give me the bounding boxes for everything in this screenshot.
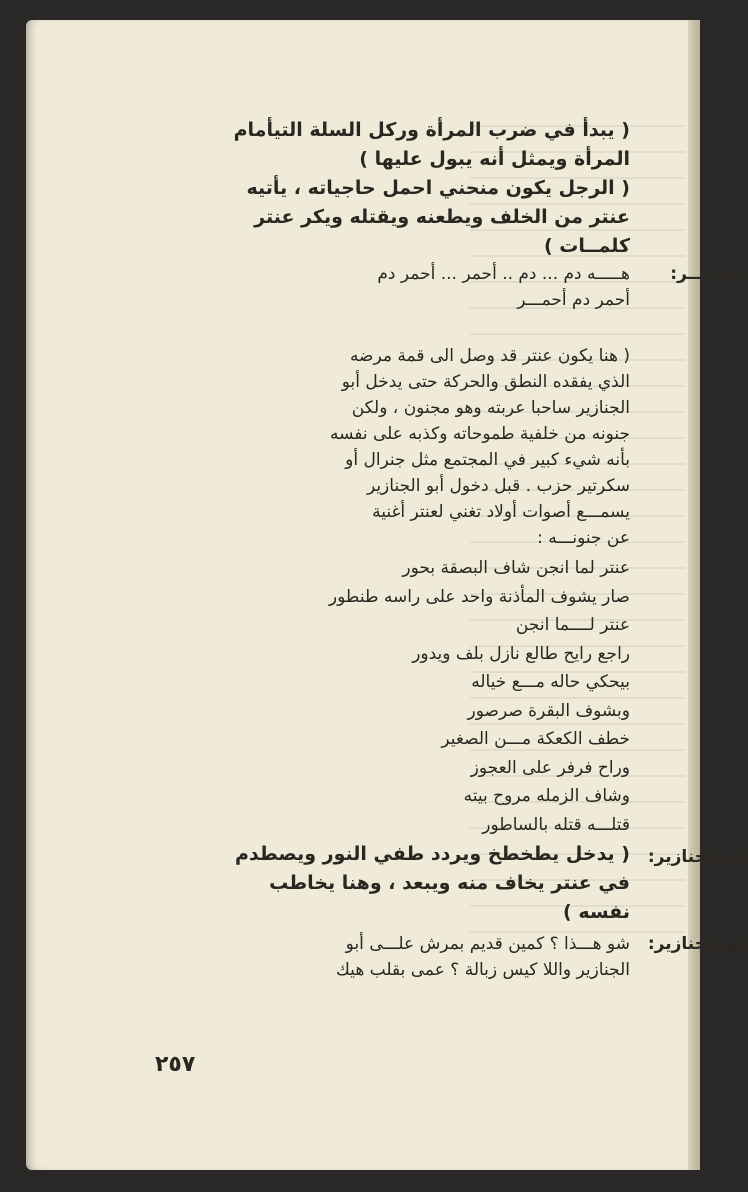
page-number: ٢٥٧ [155,1052,196,1077]
antar-dialogue: عنتــــــر: هـــــه دم ... دم .. أحمر ... أحمر دم أحمر دم أحمـــر [150,261,630,313]
stage-direction-2: ( الرجل يكون منحني احمل حاجياته ، يأتيه عنتر من الخلف ويطعنه ويقتله ويكر عنتر كلمــات ) [246,177,630,257]
speaker-abu-1: أبو الجنازير: [647,847,748,867]
abu-dialogue: أبو الجنازير: شو هـــذا ؟ كمين قديم بمرش علـــى أبو الجنازير واللا كيس زبالة ؟ عمى بقلب هيك [150,931,630,983]
stage-direction-1: ( يبدأ في ضرب المرأة وركل السلة التيأمام المرأة ويمثل أنه يبول عليها ) [233,119,630,170]
speaker-antar: عنتــــــر: [670,264,748,284]
speaker-abu-2: أبو الجنازير: [647,934,748,954]
abu-direction: أبو الجنازير: ( يدخل يطخطخ ويردد طفي النور ويصطدم في عنتر يخاف منه ويبعد ، وهنا يخاطب نفسه ) [234,843,748,923]
song-lyrics: عنتر لما انجن شاف البصقة بحور صار يشوف المأذنة واحد على راسه طنطور عنتر لــــما انجن راجع رايح طالع نازل بلف ويدور بيحكي حاله مـــع خياله وبشوف البقرة صرصور خطف الكعكة مـــن الصغير وراح فرفر على العجوز وشاف الزمله مروح بيته قتلـــه قتله بالساطور [328,558,630,835]
page-edge [688,20,700,1170]
narration: ( هنا يكون عنتر قد وصل الى قمة مرضه الذي يفقده النطق والحركة حتى يدخل أبو الجنازير ساحبا عربته وهو مجنون ، ولكن جنونه من خلفية طموحاته وكذبه على نفسه بأنه شيء كبير في المجتمع مثل جنرال أو سكرتير حزب . قبل دخول أبو الجنازير يسمـــع أصوات أولاد تغني لعنتر أغنية عن جنونـــه : [329,346,630,548]
page-content [150,116,748,983]
